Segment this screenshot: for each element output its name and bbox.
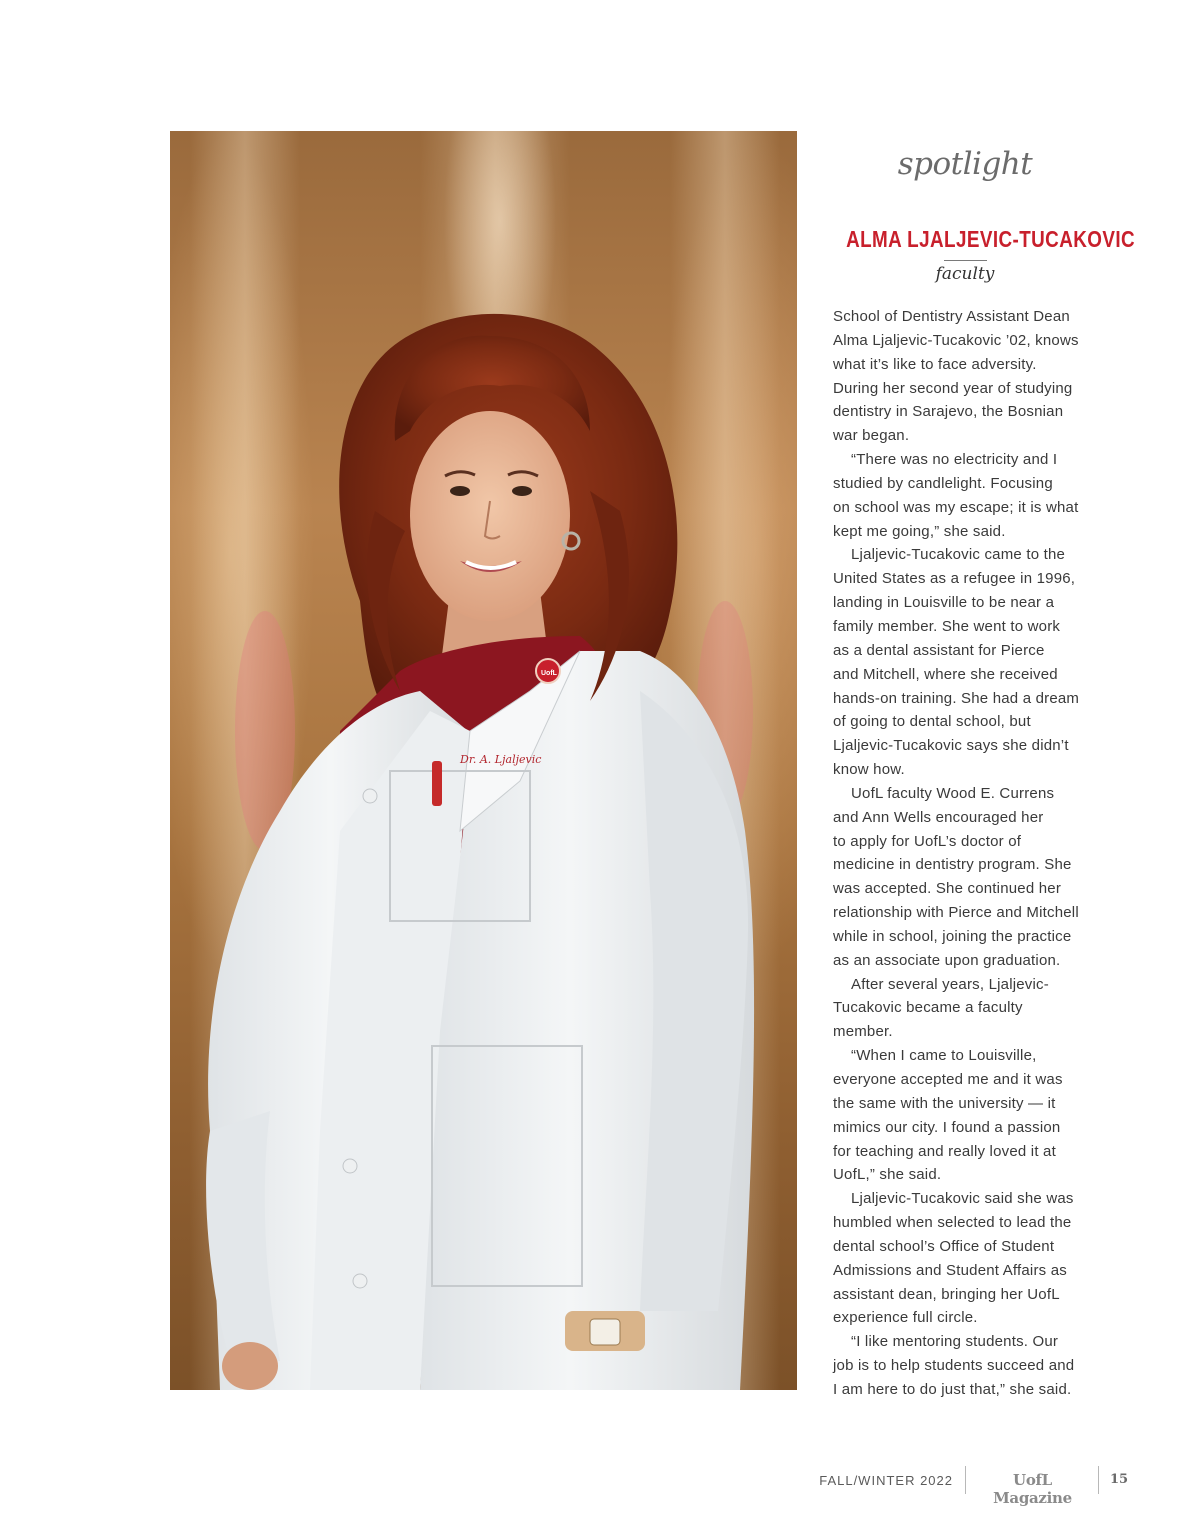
body-line: to apply for UofL’s doctor of <box>833 832 1022 850</box>
body-line: After several years, Ljaljevic- <box>851 975 1049 993</box>
footer-issue: FALL/WINTER 2022 <box>819 1473 953 1488</box>
body-line: studied by candlelight. Focusing <box>833 474 1053 492</box>
footer-magazine-name: UofL Magazine <box>993 1471 1072 1507</box>
body-line: Ljaljevic-Tucakovic says she didn’t <box>833 737 1069 755</box>
body-line: “When I came to Louisville, <box>851 1047 1037 1065</box>
body-line: “I like mentoring students. Our <box>851 1333 1059 1351</box>
body-line: and Mitchell, where she received <box>833 665 1058 683</box>
section-label: spotlight <box>897 146 1033 182</box>
body-line: on school was my escape; it is what <box>833 498 1079 516</box>
footer-divider <box>965 1466 966 1494</box>
body-line: Tucakovic became a faculty <box>833 999 1023 1017</box>
body-line: kept me going,” she said. <box>833 522 1006 540</box>
body-line: dentistry in Sarajevo, the Bosnian <box>833 403 1064 421</box>
name-divider <box>944 260 987 261</box>
body-line: United States as a refugee in 1996, <box>833 570 1076 588</box>
uofl-pin-text: UofL <box>541 670 557 677</box>
body-line: medicine in dentistry program. She <box>833 856 1072 874</box>
body-line: was accepted. She continued her <box>833 880 1062 898</box>
body-line: the same with the university — it <box>833 1094 1056 1112</box>
body-line: assistant dean, bringing her UofL <box>833 1285 1060 1303</box>
body-line: as an associate upon graduation. <box>833 951 1061 969</box>
coat-embroidery: Dr. A. Ljaljevic <box>460 753 542 766</box>
body-line: relationship with Pierce and Mitchell <box>833 904 1079 922</box>
profile-name: ALMA LJALJEVIC-TUCAKOVIC <box>846 226 1136 252</box>
body-line: dental school’s Office of Student <box>833 1237 1055 1255</box>
body-line: family member. She went to work <box>833 617 1061 635</box>
body-line: of going to dental school, but <box>833 713 1031 731</box>
body-line: I am here to do just that,” she said. <box>833 1380 1072 1398</box>
body-line: “There was no electricity and I <box>851 451 1058 469</box>
body-line: and Ann Wells encouraged her <box>833 808 1044 826</box>
body-line: hands-on training. She had a dream <box>833 689 1080 707</box>
body-line: During her second year of studying <box>833 379 1073 397</box>
portrait-illustration <box>170 131 797 1390</box>
body-line: everyone accepted me and it was <box>833 1071 1063 1088</box>
body-line: Alma Ljaljevic-Tucakovic ’02, knows <box>833 331 1079 349</box>
page-number: 15 <box>1109 1472 1129 1487</box>
body-line: job is to help students succeed and <box>833 1357 1075 1375</box>
body-line: UofL,” she said. <box>833 1166 942 1184</box>
portrait-photo <box>170 131 797 1390</box>
body-line: for teaching and really loved it at <box>833 1142 1056 1160</box>
body-line: landing in Louisville to be near a <box>833 594 1055 612</box>
body-line: war began. <box>833 427 910 445</box>
body-line: UofL faculty Wood E. Currens <box>851 784 1055 802</box>
profile-role: faculty <box>935 264 995 284</box>
body-line: experience full circle. <box>833 1309 978 1327</box>
body-line: Ljaljevic-Tucakovic said she was <box>851 1190 1074 1208</box>
body-line: as a dental assistant for Pierce <box>833 641 1045 659</box>
body-line: Admissions and Student Affairs as <box>833 1261 1067 1279</box>
body-line: member. <box>833 1023 893 1041</box>
footer-divider <box>1098 1466 1099 1494</box>
body-line: School of Dentistry Assistant Dean <box>833 308 1070 325</box>
body-line: humbled when selected to lead the <box>833 1214 1072 1232</box>
body-line: while in school, joining the practice <box>833 927 1072 945</box>
body-line: know how. <box>833 761 905 779</box>
body-line: Ljaljevic-Tucakovic came to the <box>851 546 1066 564</box>
body-line: mimics our city. I found a passion <box>833 1118 1061 1136</box>
body-line: what it’s like to face adversity. <box>833 355 1037 373</box>
article-body <box>833 305 1108 1402</box>
